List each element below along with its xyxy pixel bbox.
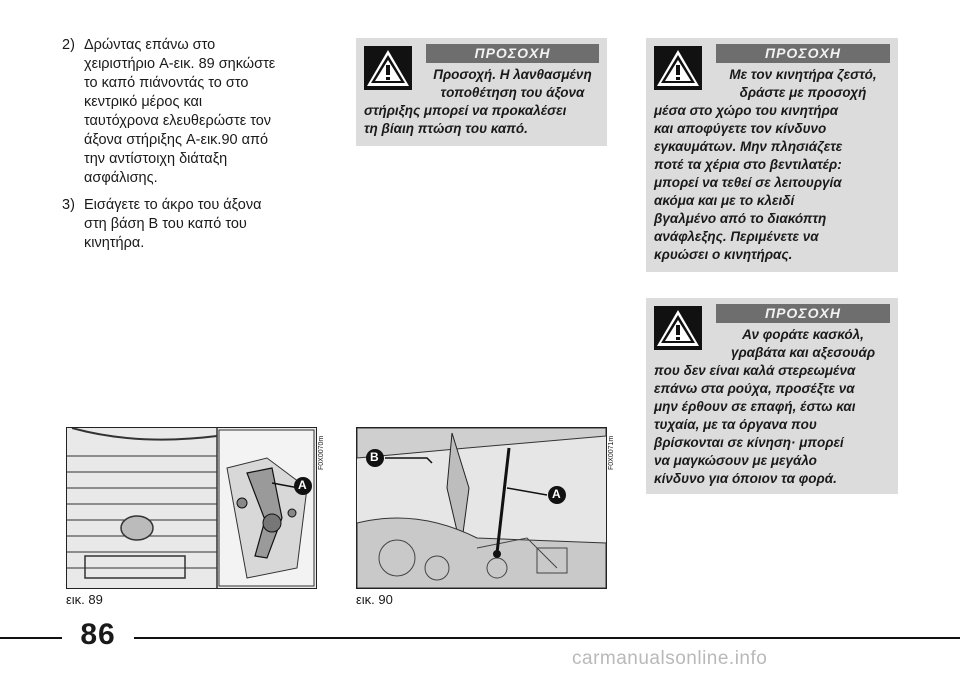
warning-triangle-icon bbox=[654, 306, 702, 350]
instruction-steps bbox=[62, 36, 324, 261]
figure-caption: εικ. 89 bbox=[66, 592, 103, 607]
hood-release-lever-illustration bbox=[67, 428, 316, 588]
callout-label-b: B bbox=[370, 450, 379, 464]
warning-title: ΠΡΟΣΟΧΗ bbox=[716, 44, 890, 63]
step-2 bbox=[62, 36, 324, 188]
warning-body: μέσα στο χώρο του κινητήρα και αποφύγετε τον κίνδυνο εγκαυμάτων. Μην πλησιάζετε ποτέ τα χέρια στο βεντιλατέρ: μπορεί να τεθεί σε λειτουργία ακόμα και με το κλειδί βγαλμένο από το διακόπτη ανάφλεξης. Περιμένετε να κρυώσει ο κινητήρας. bbox=[654, 103, 843, 262]
warning-body: στήριξης μπορεί να προκαλέσει τη βίαιη πτώση του καπό. bbox=[364, 103, 567, 136]
warning-box-hood-support bbox=[356, 38, 607, 146]
figure-caption: εικ. 90 bbox=[356, 592, 393, 607]
callout-label-a: A bbox=[298, 478, 307, 492]
warning-box-loose-clothing bbox=[646, 298, 898, 494]
warning-triangle-icon bbox=[654, 46, 702, 90]
footer-rule-left bbox=[0, 637, 62, 639]
callout-label-a: A bbox=[552, 487, 561, 501]
warning-box-hot-engine bbox=[646, 38, 898, 272]
step-number: 3) bbox=[62, 197, 75, 213]
warning-body: που δεν είναι καλά στερεωμένα επάνω στα ρούχα, προσέξτε να μην έρθουν σε επαφή, έστω και τυχαία, με τα όργανα που βρίσκονται σε κίνηση· μπορεί να μαγκώσουν με μεγάλο κίνδυνο για όποιον τα φορά. bbox=[654, 363, 856, 486]
watermark: carmanualsonline.info bbox=[572, 648, 768, 669]
warning-title: ΠΡΟΣΟΧΗ bbox=[716, 304, 890, 323]
step-text: Δρώντας επάνω στο χειριστήριο A-εικ. 89 σηκώστε το καπό πιάνοντάς το στο κεντρικό μέρος και ταυτόχρονα ελευθερώστε τον άξονα στήριξης A-εικ.90 από την αντίστοιχη διάταξη ασφάλισης. bbox=[84, 37, 276, 186]
figure-code: F0X0071m bbox=[608, 435, 615, 470]
footer-rule-right bbox=[134, 637, 960, 639]
step-number: 2) bbox=[62, 37, 75, 53]
figure-code: F0X0070m bbox=[318, 435, 325, 470]
warning-lead: Με τον κινητήρα ζεστό, δράστε με προσοχή bbox=[729, 67, 877, 100]
step-3 bbox=[62, 196, 324, 253]
step-text: Εισάγετε το άκρο του άξονα στη βάση B του καπό του κινητήρα. bbox=[84, 197, 262, 251]
warning-title: ΠΡΟΣΟΧΗ bbox=[426, 44, 599, 63]
figure-89-image bbox=[66, 427, 317, 589]
hood-prop-rod-illustration bbox=[357, 428, 606, 588]
warning-triangle-icon bbox=[364, 46, 412, 90]
warning-lead: Προσοχή. Η λανθασμένη τοποθέτηση του άξονα bbox=[433, 67, 592, 100]
page-number: 86 bbox=[80, 618, 116, 651]
warning-lead: Αν φοράτε κασκόλ, γραβάτα και αξεσουάρ bbox=[730, 327, 876, 360]
figure-90-image bbox=[356, 427, 607, 589]
